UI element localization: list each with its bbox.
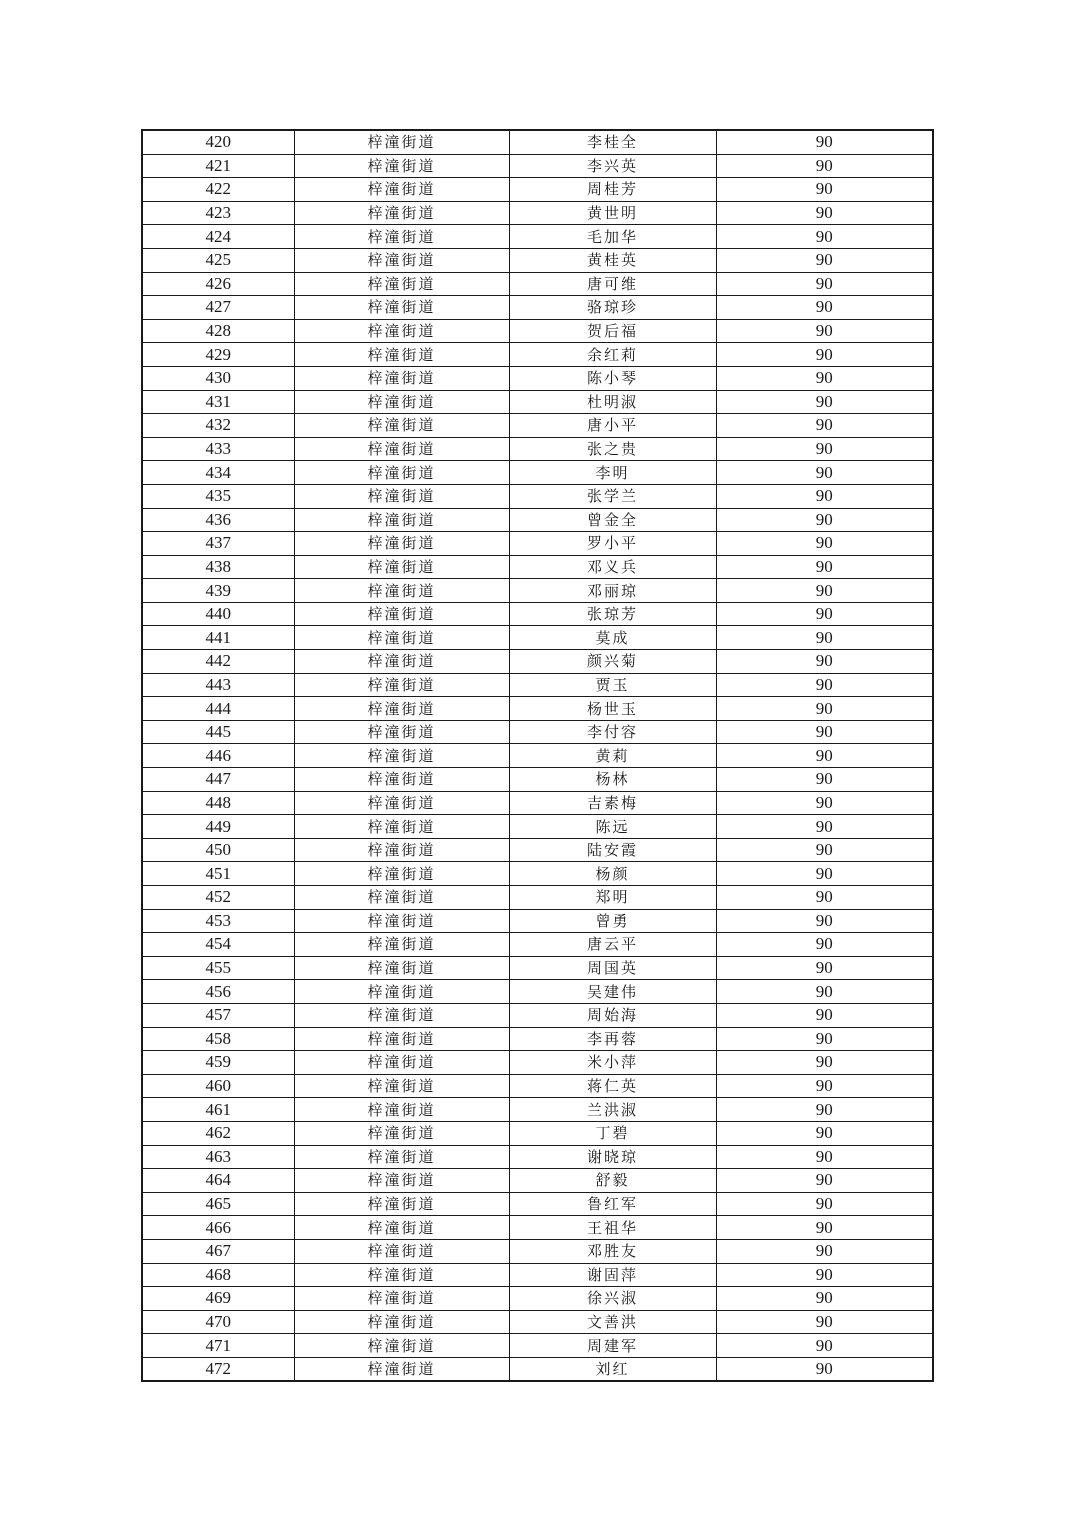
score-cell: 90 <box>716 673 933 697</box>
person-name-cell: 邓胜友 <box>509 1239 716 1263</box>
table-row <box>142 1169 933 1193</box>
row-number-cell: 438 <box>142 555 294 579</box>
table-row <box>142 602 933 626</box>
table-row <box>142 933 933 957</box>
table-row <box>142 862 933 886</box>
table-row <box>142 484 933 508</box>
score-cell: 90 <box>716 650 933 674</box>
street-cell: 梓潼街道 <box>294 933 509 957</box>
person-name-cell: 唐可维 <box>509 272 716 296</box>
row-number-cell: 449 <box>142 815 294 839</box>
street-cell: 梓潼街道 <box>294 886 509 910</box>
person-name-cell: 杜明淑 <box>509 390 716 414</box>
row-number-cell: 458 <box>142 1027 294 1051</box>
score-cell: 90 <box>716 555 933 579</box>
row-number-cell: 453 <box>142 909 294 933</box>
score-cell: 90 <box>716 1239 933 1263</box>
person-name-cell: 米小萍 <box>509 1051 716 1075</box>
row-number-cell: 468 <box>142 1263 294 1287</box>
table-row <box>142 1287 933 1311</box>
street-cell: 梓潼街道 <box>294 154 509 178</box>
score-cell: 90 <box>716 1192 933 1216</box>
row-number-cell: 421 <box>142 154 294 178</box>
row-number-cell: 464 <box>142 1169 294 1193</box>
table-row <box>142 579 933 603</box>
person-name-cell: 舒毅 <box>509 1169 716 1193</box>
score-cell: 90 <box>716 1334 933 1358</box>
table-row <box>142 390 933 414</box>
street-cell: 梓潼街道 <box>294 555 509 579</box>
row-number-cell: 459 <box>142 1051 294 1075</box>
score-cell: 90 <box>716 980 933 1004</box>
person-name-cell: 黄莉 <box>509 744 716 768</box>
row-number-cell: 424 <box>142 225 294 249</box>
street-cell: 梓潼街道 <box>294 956 509 980</box>
table-row <box>142 980 933 1004</box>
table-row <box>142 650 933 674</box>
row-number-cell: 423 <box>142 201 294 225</box>
street-cell: 梓潼街道 <box>294 1169 509 1193</box>
street-cell: 梓潼街道 <box>294 1334 509 1358</box>
row-number-cell: 467 <box>142 1239 294 1263</box>
person-name-cell: 李付容 <box>509 720 716 744</box>
score-cell: 90 <box>716 130 933 154</box>
street-cell: 梓潼街道 <box>294 744 509 768</box>
score-cell: 90 <box>716 366 933 390</box>
row-number-cell: 447 <box>142 768 294 792</box>
table-row <box>142 1074 933 1098</box>
score-cell: 90 <box>716 484 933 508</box>
street-cell: 梓潼街道 <box>294 579 509 603</box>
score-cell: 90 <box>716 1263 933 1287</box>
row-number-cell: 445 <box>142 720 294 744</box>
street-cell: 梓潼街道 <box>294 1074 509 1098</box>
score-cell: 90 <box>716 1003 933 1027</box>
person-name-cell: 文善洪 <box>509 1310 716 1334</box>
street-cell: 梓潼街道 <box>294 343 509 367</box>
table-row <box>142 319 933 343</box>
street-cell: 梓潼街道 <box>294 673 509 697</box>
street-cell: 梓潼街道 <box>294 484 509 508</box>
row-number-cell: 441 <box>142 626 294 650</box>
person-name-cell: 张琼芳 <box>509 602 716 626</box>
row-number-cell: 436 <box>142 508 294 532</box>
table-row <box>142 697 933 721</box>
score-cell: 90 <box>716 272 933 296</box>
score-cell: 90 <box>716 178 933 202</box>
score-cell: 90 <box>716 225 933 249</box>
table-row <box>142 1145 933 1169</box>
score-cell: 90 <box>716 1098 933 1122</box>
person-name-cell: 周国英 <box>509 956 716 980</box>
table-row <box>142 768 933 792</box>
person-name-cell: 徐兴淑 <box>509 1287 716 1311</box>
row-number-cell: 462 <box>142 1121 294 1145</box>
table-row <box>142 815 933 839</box>
person-name-cell: 丁碧 <box>509 1121 716 1145</box>
person-name-cell: 吉素梅 <box>509 791 716 815</box>
person-name-cell: 鲁红军 <box>509 1192 716 1216</box>
person-name-cell: 张学兰 <box>509 484 716 508</box>
score-cell: 90 <box>716 296 933 320</box>
score-cell: 90 <box>716 909 933 933</box>
table-row <box>142 1310 933 1334</box>
row-number-cell: 470 <box>142 1310 294 1334</box>
score-cell: 90 <box>716 414 933 438</box>
score-cell: 90 <box>716 933 933 957</box>
score-cell: 90 <box>716 1287 933 1311</box>
person-name-cell: 周建军 <box>509 1334 716 1358</box>
table-row <box>142 956 933 980</box>
row-number-cell: 455 <box>142 956 294 980</box>
person-name-cell: 罗小平 <box>509 532 716 556</box>
street-cell: 梓潼街道 <box>294 414 509 438</box>
table-row <box>142 508 933 532</box>
table-row <box>142 720 933 744</box>
row-number-cell: 452 <box>142 886 294 910</box>
table-row <box>142 154 933 178</box>
score-cell: 90 <box>716 319 933 343</box>
street-cell: 梓潼街道 <box>294 650 509 674</box>
person-name-cell: 莫成 <box>509 626 716 650</box>
street-cell: 梓潼街道 <box>294 1357 509 1381</box>
person-name-cell: 周桂芳 <box>509 178 716 202</box>
person-name-cell: 颜兴菊 <box>509 650 716 674</box>
street-cell: 梓潼街道 <box>294 1287 509 1311</box>
table-row <box>142 555 933 579</box>
street-cell: 梓潼街道 <box>294 1145 509 1169</box>
score-cell: 90 <box>716 532 933 556</box>
person-name-cell: 毛加华 <box>509 225 716 249</box>
table-row <box>142 272 933 296</box>
row-number-cell: 435 <box>142 484 294 508</box>
score-cell: 90 <box>716 1051 933 1075</box>
person-name-cell: 张之贵 <box>509 437 716 461</box>
score-cell: 90 <box>716 768 933 792</box>
row-number-cell: 448 <box>142 791 294 815</box>
person-name-cell: 杨林 <box>509 768 716 792</box>
score-cell: 90 <box>716 1027 933 1051</box>
table-row <box>142 130 933 154</box>
score-cell: 90 <box>716 1074 933 1098</box>
person-name-cell: 陆安霞 <box>509 838 716 862</box>
score-cell: 90 <box>716 1357 933 1381</box>
score-cell: 90 <box>716 838 933 862</box>
person-name-cell: 余红莉 <box>509 343 716 367</box>
row-number-cell: 456 <box>142 980 294 1004</box>
table-row <box>142 296 933 320</box>
row-number-cell: 431 <box>142 390 294 414</box>
row-number-cell: 429 <box>142 343 294 367</box>
street-cell: 梓潼街道 <box>294 1003 509 1027</box>
person-name-cell: 谢晓琼 <box>509 1145 716 1169</box>
row-number-cell: 460 <box>142 1074 294 1098</box>
table-row <box>142 366 933 390</box>
score-cell: 90 <box>716 1169 933 1193</box>
table-row <box>142 225 933 249</box>
street-cell: 梓潼街道 <box>294 862 509 886</box>
table-row <box>142 1357 933 1381</box>
table-row <box>142 1051 933 1075</box>
row-number-cell: 425 <box>142 248 294 272</box>
person-name-cell: 杨颜 <box>509 862 716 886</box>
table-row <box>142 461 933 485</box>
score-cell: 90 <box>716 508 933 532</box>
table-row <box>142 201 933 225</box>
row-number-cell: 469 <box>142 1287 294 1311</box>
row-number-cell: 466 <box>142 1216 294 1240</box>
row-number-cell: 465 <box>142 1192 294 1216</box>
street-cell: 梓潼街道 <box>294 1216 509 1240</box>
score-cell: 90 <box>716 1121 933 1145</box>
street-cell: 梓潼街道 <box>294 508 509 532</box>
table-row <box>142 248 933 272</box>
table-row <box>142 1216 933 1240</box>
person-name-cell: 黄桂英 <box>509 248 716 272</box>
row-number-cell: 443 <box>142 673 294 697</box>
street-cell: 梓潼街道 <box>294 1310 509 1334</box>
street-cell: 梓潼街道 <box>294 720 509 744</box>
person-name-cell: 刘红 <box>509 1357 716 1381</box>
person-name-cell: 李明 <box>509 461 716 485</box>
person-name-cell: 骆琼珍 <box>509 296 716 320</box>
person-name-cell: 曾金全 <box>509 508 716 532</box>
row-number-cell: 427 <box>142 296 294 320</box>
table-row <box>142 414 933 438</box>
score-cell: 90 <box>716 862 933 886</box>
score-cell: 90 <box>716 956 933 980</box>
person-name-cell: 吴建伟 <box>509 980 716 1004</box>
street-cell: 梓潼街道 <box>294 532 509 556</box>
person-name-cell: 黄世明 <box>509 201 716 225</box>
score-cell: 90 <box>716 744 933 768</box>
street-cell: 梓潼街道 <box>294 791 509 815</box>
table-row <box>142 532 933 556</box>
row-number-cell: 434 <box>142 461 294 485</box>
table-row <box>142 1121 933 1145</box>
row-number-cell: 471 <box>142 1334 294 1358</box>
table-row <box>142 437 933 461</box>
street-cell: 梓潼街道 <box>294 602 509 626</box>
score-cell: 90 <box>716 720 933 744</box>
table-row <box>142 838 933 862</box>
row-number-cell: 461 <box>142 1098 294 1122</box>
score-cell: 90 <box>716 461 933 485</box>
row-number-cell: 463 <box>142 1145 294 1169</box>
street-cell: 梓潼街道 <box>294 980 509 1004</box>
score-cell: 90 <box>716 248 933 272</box>
street-cell: 梓潼街道 <box>294 272 509 296</box>
street-cell: 梓潼街道 <box>294 1239 509 1263</box>
score-cell: 90 <box>716 886 933 910</box>
person-name-cell: 贺后福 <box>509 319 716 343</box>
person-name-cell: 杨世玉 <box>509 697 716 721</box>
score-cell: 90 <box>716 1310 933 1334</box>
row-number-cell: 420 <box>142 130 294 154</box>
table-row <box>142 909 933 933</box>
row-number-cell: 433 <box>142 437 294 461</box>
street-cell: 梓潼街道 <box>294 437 509 461</box>
score-cell: 90 <box>716 1145 933 1169</box>
table-row <box>142 1098 933 1122</box>
person-name-cell: 李兴英 <box>509 154 716 178</box>
table-row <box>142 1239 933 1263</box>
score-cell: 90 <box>716 154 933 178</box>
street-cell: 梓潼街道 <box>294 296 509 320</box>
street-cell: 梓潼街道 <box>294 838 509 862</box>
street-cell: 梓潼街道 <box>294 130 509 154</box>
row-number-cell: 426 <box>142 272 294 296</box>
street-cell: 梓潼街道 <box>294 366 509 390</box>
row-number-cell: 446 <box>142 744 294 768</box>
score-cell: 90 <box>716 1216 933 1240</box>
person-name-cell: 贾玉 <box>509 673 716 697</box>
person-name-cell: 陈小琴 <box>509 366 716 390</box>
row-number-cell: 440 <box>142 602 294 626</box>
street-cell: 梓潼街道 <box>294 697 509 721</box>
row-number-cell: 428 <box>142 319 294 343</box>
street-cell: 梓潼街道 <box>294 248 509 272</box>
street-cell: 梓潼街道 <box>294 461 509 485</box>
table-row <box>142 744 933 768</box>
score-cell: 90 <box>716 791 933 815</box>
score-cell: 90 <box>716 626 933 650</box>
row-number-cell: 430 <box>142 366 294 390</box>
score-cell: 90 <box>716 343 933 367</box>
row-number-cell: 472 <box>142 1357 294 1381</box>
row-number-cell: 444 <box>142 697 294 721</box>
street-cell: 梓潼街道 <box>294 1263 509 1287</box>
street-cell: 梓潼街道 <box>294 1051 509 1075</box>
street-cell: 梓潼街道 <box>294 225 509 249</box>
score-cell: 90 <box>716 602 933 626</box>
table-row <box>142 1027 933 1051</box>
table-row <box>142 886 933 910</box>
row-number-cell: 454 <box>142 933 294 957</box>
table-row <box>142 1263 933 1287</box>
row-number-cell: 442 <box>142 650 294 674</box>
street-cell: 梓潼街道 <box>294 815 509 839</box>
row-number-cell: 432 <box>142 414 294 438</box>
person-name-cell: 李桂全 <box>509 130 716 154</box>
table-row <box>142 343 933 367</box>
score-cell: 90 <box>716 201 933 225</box>
table-row <box>142 791 933 815</box>
street-cell: 梓潼街道 <box>294 390 509 414</box>
person-name-cell: 谢固萍 <box>509 1263 716 1287</box>
score-cell: 90 <box>716 697 933 721</box>
row-number-cell: 450 <box>142 838 294 862</box>
person-name-cell: 王祖华 <box>509 1216 716 1240</box>
street-cell: 梓潼街道 <box>294 1192 509 1216</box>
person-name-cell: 邓丽琼 <box>509 579 716 603</box>
person-name-cell: 唐小平 <box>509 414 716 438</box>
score-cell: 90 <box>716 579 933 603</box>
street-cell: 梓潼街道 <box>294 201 509 225</box>
person-name-cell: 蒋仁英 <box>509 1074 716 1098</box>
person-name-cell: 邓义兵 <box>509 555 716 579</box>
table-row <box>142 178 933 202</box>
street-cell: 梓潼街道 <box>294 626 509 650</box>
street-cell: 梓潼街道 <box>294 319 509 343</box>
row-number-cell: 451 <box>142 862 294 886</box>
street-cell: 梓潼街道 <box>294 909 509 933</box>
row-number-cell: 457 <box>142 1003 294 1027</box>
roster-table-body <box>142 130 933 1381</box>
score-cell: 90 <box>716 437 933 461</box>
row-number-cell: 422 <box>142 178 294 202</box>
street-cell: 梓潼街道 <box>294 1121 509 1145</box>
person-name-cell: 兰洪淑 <box>509 1098 716 1122</box>
roster-table <box>141 129 934 1382</box>
score-cell: 90 <box>716 815 933 839</box>
street-cell: 梓潼街道 <box>294 768 509 792</box>
table-row <box>142 1192 933 1216</box>
person-name-cell: 陈远 <box>509 815 716 839</box>
street-cell: 梓潼街道 <box>294 178 509 202</box>
person-name-cell: 曾勇 <box>509 909 716 933</box>
person-name-cell: 郑明 <box>509 886 716 910</box>
table-row <box>142 1334 933 1358</box>
score-cell: 90 <box>716 390 933 414</box>
street-cell: 梓潼街道 <box>294 1098 509 1122</box>
table-row <box>142 673 933 697</box>
person-name-cell: 唐云平 <box>509 933 716 957</box>
street-cell: 梓潼街道 <box>294 1027 509 1051</box>
table-row <box>142 626 933 650</box>
row-number-cell: 439 <box>142 579 294 603</box>
row-number-cell: 437 <box>142 532 294 556</box>
person-name-cell: 李再蓉 <box>509 1027 716 1051</box>
table-row <box>142 1003 933 1027</box>
person-name-cell: 周始海 <box>509 1003 716 1027</box>
